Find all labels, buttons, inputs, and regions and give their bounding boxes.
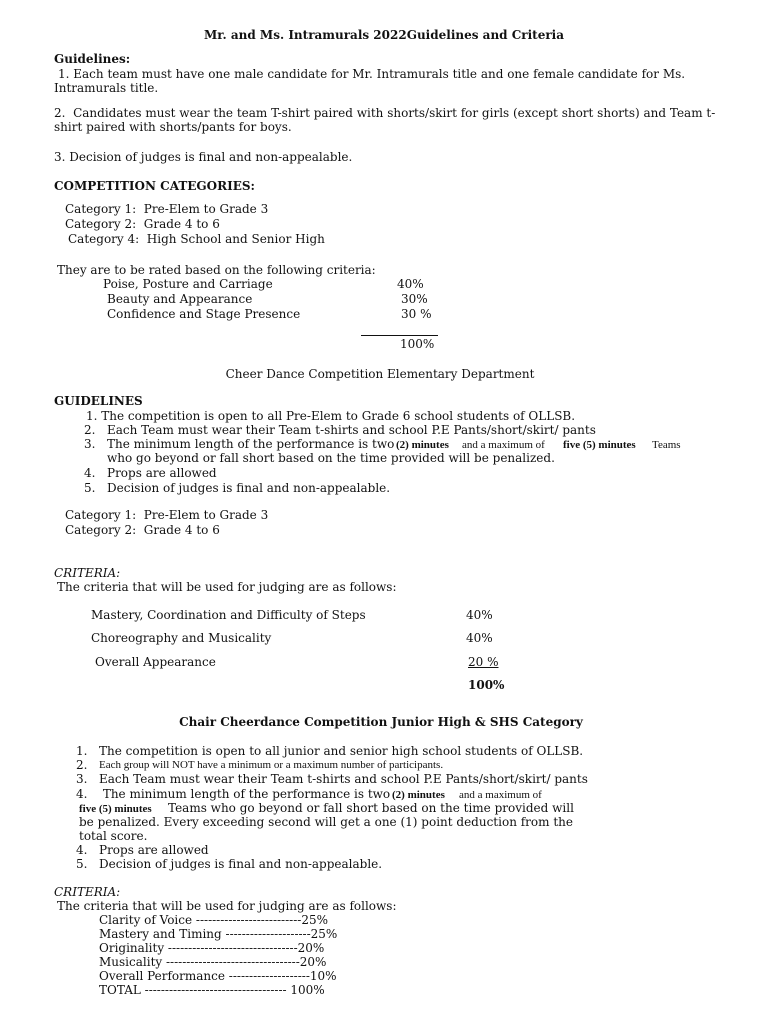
- duration-max: five (5) minutes: [79, 803, 152, 815]
- list-number: 2.: [76, 758, 88, 772]
- chair-cheer-item-4-line-2: Teams who go beyond or fall short based on the time provided will: [168, 801, 574, 815]
- cheer-elem-category-1: Category 1: Pre-Elem to Grade 3: [65, 508, 269, 522]
- cheer-elem-item-3-part-3: Teams: [652, 439, 681, 451]
- chair-cheer-criterion: Originality --------------------------------20%: [99, 941, 325, 955]
- cheer-elem-criterion-label: Choreography and Musicality: [91, 631, 272, 645]
- list-number: 3.: [84, 437, 96, 451]
- chair-cheer-criterion: Mastery and Timing ---------------------25%: [99, 927, 338, 941]
- chair-cheer-item-4-line-4: total score.: [79, 829, 148, 843]
- cheer-elem-item-3-line-2: who go beyond or fall short based on the time provided will be penalized.: [107, 451, 555, 465]
- criteria-row-label: Beauty and Appearance: [107, 292, 253, 306]
- chair-cheer-item-5: Props are allowed: [99, 843, 209, 857]
- list-number: 5.: [84, 481, 96, 495]
- cheer-elem-criteria-intro: The criteria that will be used for judging are as follows:: [57, 580, 397, 594]
- criteria-row-value: 40%: [397, 277, 424, 291]
- list-number: 1.: [76, 744, 88, 758]
- cheer-elem-criterion-value: 40%: [466, 631, 493, 645]
- criteria-row-value: 30%: [401, 292, 428, 306]
- chair-cheer-item-4-part-2: and a maximum of: [459, 789, 542, 801]
- chair-cheer-item-1: The competition is open to all junior and senior high school students of OLLSB.: [99, 744, 584, 758]
- criteria-row-value: 30 %: [401, 307, 432, 321]
- duration-min: (2) minutes: [396, 439, 449, 451]
- duration-max: five (5) minutes: [563, 439, 636, 451]
- cheer-elem-criteria-heading: CRITERIA:: [54, 566, 121, 580]
- cheer-elem-category-2: Category 2: Grade 4 to 6: [65, 523, 220, 537]
- category-1: Category 1: Pre-Elem to Grade 3: [65, 202, 269, 216]
- chair-cheer-criterion: Clarity of Voice --------------------------25%: [99, 913, 329, 927]
- total-rule: [361, 335, 438, 336]
- cheer-elem-item-3-part-1: The minimum length of the performance is two: [107, 437, 399, 451]
- cheer-elem-item-2: Each Team must wear their Team t-shirts and school P.E Pants/short/skirt/ pants: [107, 423, 596, 437]
- category-2: Category 2: Grade 4 to 6: [65, 217, 220, 231]
- list-number: 4.: [84, 466, 96, 480]
- chair-cheer-criterion: Musicality ---------------------------------20%: [99, 955, 327, 969]
- list-number: 2.: [84, 423, 96, 437]
- list-number: 4.: [76, 787, 88, 801]
- cheer-elem-criteria-total: 100%: [468, 678, 505, 692]
- chair-cheer-criteria-heading: CRITERIA:: [54, 885, 121, 899]
- chair-cheer-title: Chair Cheerdance Competition Junior High & SHS Category: [179, 715, 583, 729]
- document-title: Mr. and Ms. Intramurals 2022Guidelines and Criteria: [203, 28, 565, 42]
- chair-cheer-total: TOTAL ----------------------------------- 100%: [99, 983, 325, 997]
- guideline-2-line-1: 2. Candidates must wear the team T-shirt paired with shorts/skirt for girls (except short shorts) and Team t-: [54, 106, 716, 120]
- criteria-row-label: Confidence and Stage Presence: [107, 307, 301, 321]
- list-number: 5.: [76, 857, 88, 871]
- guideline-2-line-2: shirt paired with shorts/pants for boys.: [54, 120, 292, 134]
- list-number: 4.: [76, 843, 88, 857]
- cheer-elem-item-1: 1. The competition is open to all Pre-Elem to Grade 6 school students of OLLSB.: [86, 409, 576, 423]
- competition-categories-heading: COMPETITION CATEGORIES:: [54, 179, 255, 193]
- list-number: 3.: [76, 772, 88, 786]
- cheer-elem-criterion-label: Overall Appearance: [95, 655, 216, 669]
- chair-cheer-item-4-part-1: The minimum length of the performance is two: [99, 787, 394, 801]
- chair-cheer-item-2: Each group will NOT have a minimum or a maximum number of participants.: [99, 759, 444, 771]
- chair-cheer-criterion: Overall Performance --------------------10%: [99, 969, 337, 983]
- cheer-elem-item-5: Decision of judges is final and non-appealable.: [107, 481, 391, 495]
- chair-cheer-item-3: Each Team must wear their Team t-shirts and school P.E Pants/short/skirt/ pants: [99, 772, 588, 786]
- cheer-elem-title: Cheer Dance Competition Elementary Department: [225, 367, 535, 381]
- chair-cheer-item-4-line-3: be penalized. Every exceeding second will get a one (1) point deduction from the: [79, 815, 573, 829]
- cheer-elem-criterion-value: 40%: [466, 608, 493, 622]
- criteria-total: 100%: [400, 337, 435, 351]
- guideline-1-line-2: Intramurals title.: [54, 81, 159, 95]
- duration-min: (2) minutes: [392, 789, 445, 801]
- guideline-3: 3. Decision of judges is final and non-appealable.: [54, 150, 353, 164]
- criteria-row-label: Poise, Posture and Carriage: [103, 277, 273, 291]
- criteria-intro: They are to be rated based on the following criteria:: [57, 263, 376, 277]
- guidelines-heading: Guidelines:: [54, 52, 131, 66]
- cheer-elem-item-3-part-2: and a maximum of: [462, 439, 545, 451]
- guideline-1-line-1: 1. Each team must have one male candidate for Mr. Intramurals title and one female candidate for Ms.: [58, 67, 686, 81]
- chair-cheer-criteria-intro: The criteria that will be used for judging are as follows:: [57, 899, 397, 913]
- cheer-elem-criterion-value: 20 %: [468, 655, 499, 669]
- cheer-elem-guidelines-heading: GUIDELINES: [54, 394, 143, 408]
- cheer-elem-item-4: Props are allowed: [107, 466, 217, 480]
- cheer-elem-criterion-label: Mastery, Coordination and Difficulty of Steps: [91, 608, 366, 622]
- category-4: Category 4: High School and Senior High: [68, 232, 325, 246]
- chair-cheer-item-6: Decision of judges is final and non-appealable.: [99, 857, 383, 871]
